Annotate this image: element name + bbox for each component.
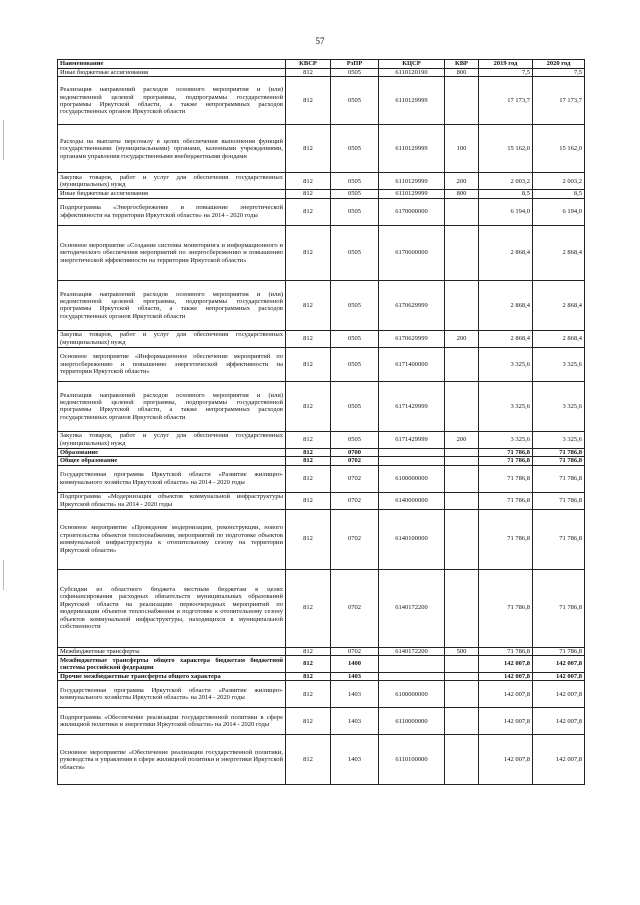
cell-rzpr: 1403 xyxy=(331,708,379,735)
table-row xyxy=(58,225,585,280)
cell-2019: 71 786,8 xyxy=(479,448,533,456)
cell-name: Образование xyxy=(58,448,286,456)
cell-kcsr: 6140172200 xyxy=(379,569,445,647)
cell-kvr: 200 xyxy=(445,431,479,448)
table-row xyxy=(58,647,585,655)
cell-2020: 3 325,6 xyxy=(533,431,585,448)
page-number: 57 xyxy=(315,36,325,46)
cell-rzpr: 0505 xyxy=(331,431,379,448)
cell-2020: 142 007,8 xyxy=(533,735,585,785)
cell-name: Государственная программа Иркутской области «Развитие жилищно-коммунального хозяйства Иркутской области» на 2014 - 2020 годы xyxy=(58,681,286,708)
cell-name: Основное мероприятие «Информационное обеспечение мероприятий по энергосбережению и повышению энергетической эффективности на территории Иркутской области» xyxy=(58,347,286,381)
table-row xyxy=(58,347,585,381)
cell-kvsr: 812 xyxy=(286,492,331,509)
cell-2020: 71 786,8 xyxy=(533,448,585,456)
cell-2019: 71 786,8 xyxy=(479,465,533,492)
cell-rzpr: 1403 xyxy=(331,673,379,681)
cell-name: Закупка товаров, работ и услуг для обеспечения государственных (муниципальных) нужд xyxy=(58,431,286,448)
cell-2020: 6 194,0 xyxy=(533,198,585,225)
cell-kvsr: 812 xyxy=(286,69,331,77)
cell-kvr xyxy=(445,569,479,647)
header-kcsr: КЦСР xyxy=(379,60,445,69)
cell-2019: 142 007,8 xyxy=(479,656,533,673)
cell-2019: 142 007,8 xyxy=(479,673,533,681)
cell-kvr: 200 xyxy=(445,173,479,190)
cell-rzpr: 0505 xyxy=(331,330,379,347)
cell-kvsr: 812 xyxy=(286,509,331,569)
cell-2020: 2 868,4 xyxy=(533,225,585,280)
table-row xyxy=(58,569,585,647)
cell-2020: 2 868,4 xyxy=(533,330,585,347)
cell-kvr: 500 xyxy=(445,647,479,655)
header-2019: 2019 год xyxy=(479,60,533,69)
cell-kcsr xyxy=(379,457,445,465)
cell-kcsr: 6100000000 xyxy=(379,681,445,708)
cell-rzpr: 0702 xyxy=(331,569,379,647)
cell-2020: 71 786,8 xyxy=(533,465,585,492)
cell-kcsr: 6110129999 xyxy=(379,190,445,198)
table-row xyxy=(58,681,585,708)
cell-kvr xyxy=(445,465,479,492)
table-row xyxy=(58,198,585,225)
cell-2020: 8,5 xyxy=(533,190,585,198)
cell-kcsr: 6140000000 xyxy=(379,492,445,509)
table-row xyxy=(58,492,585,509)
cell-2020: 71 786,8 xyxy=(533,492,585,509)
cell-kvsr: 812 xyxy=(286,735,331,785)
cell-2020: 142 007,8 xyxy=(533,708,585,735)
cell-kvsr: 812 xyxy=(286,173,331,190)
cell-kvsr: 812 xyxy=(286,431,331,448)
cell-rzpr: 0505 xyxy=(331,190,379,198)
cell-rzpr: 0505 xyxy=(331,69,379,77)
cell-rzpr: 0505 xyxy=(331,198,379,225)
table-row xyxy=(58,708,585,735)
cell-name: Закупка товаров, работ и услуг для обеспечения государственных (муниципальных) нужд xyxy=(58,330,286,347)
table-row xyxy=(58,125,585,173)
cell-name: Иные бюджетные ассигнования xyxy=(58,190,286,198)
table-row xyxy=(58,280,585,330)
cell-rzpr: 0700 xyxy=(331,448,379,456)
table-header-row xyxy=(58,60,585,69)
cell-2020: 7,5 xyxy=(533,69,585,77)
cell-rzpr: 1403 xyxy=(331,735,379,785)
cell-kvsr: 812 xyxy=(286,77,331,125)
cell-2020: 142 007,8 xyxy=(533,681,585,708)
cell-name: Прочие межбюджетные трансферты общего характера xyxy=(58,673,286,681)
cell-rzpr: 0702 xyxy=(331,457,379,465)
cell-kvsr: 812 xyxy=(286,190,331,198)
cell-kcsr: 6171429999 xyxy=(379,431,445,448)
cell-2019: 7,5 xyxy=(479,69,533,77)
cell-kvsr: 812 xyxy=(286,448,331,456)
cell-2020: 3 325,6 xyxy=(533,381,585,431)
cell-rzpr: 0702 xyxy=(331,465,379,492)
cell-kcsr xyxy=(379,673,445,681)
cell-kcsr: 6140100000 xyxy=(379,509,445,569)
cell-name: Иные бюджетные ассигнования xyxy=(58,69,286,77)
cell-2020: 71 786,8 xyxy=(533,509,585,569)
cell-2019: 71 786,8 xyxy=(479,569,533,647)
cell-kvsr: 812 xyxy=(286,457,331,465)
cell-2020: 3 325,6 xyxy=(533,347,585,381)
cell-kvsr: 812 xyxy=(286,673,331,681)
cell-2019: 142 007,8 xyxy=(479,708,533,735)
header-name: Наименование xyxy=(58,60,286,69)
table-row xyxy=(58,673,585,681)
cell-2019: 8,5 xyxy=(479,190,533,198)
cell-kvr xyxy=(445,681,479,708)
table-row xyxy=(58,735,585,785)
table-row xyxy=(58,381,585,431)
cell-kvr xyxy=(445,673,479,681)
cell-name: Межбюджетные трансферты xyxy=(58,647,286,655)
cell-rzpr: 1400 xyxy=(331,656,379,673)
cell-2019: 71 786,8 xyxy=(479,492,533,509)
cell-2019: 71 786,8 xyxy=(479,509,533,569)
cell-kcsr xyxy=(379,656,445,673)
cell-kvr xyxy=(445,448,479,456)
cell-2019: 3 325,6 xyxy=(479,381,533,431)
cell-kcsr: 6110129999 xyxy=(379,125,445,173)
cell-kvr xyxy=(445,735,479,785)
cell-name: Межбюджетные трансферты общего характера бюджетам бюджетной системы российской федерации xyxy=(58,656,286,673)
cell-name: Основное мероприятие «Обеспечение реализации государственной политики, руководства и управления в сфере жилищной политики и энергетики Иркутской области» xyxy=(58,735,286,785)
cell-kvr xyxy=(445,381,479,431)
cell-rzpr: 0505 xyxy=(331,125,379,173)
cell-kvsr: 812 xyxy=(286,647,331,655)
cell-kcsr: 6140172200 xyxy=(379,647,445,655)
cell-2019: 2 003,2 xyxy=(479,173,533,190)
table-row xyxy=(58,465,585,492)
cell-name: Расходы на выплаты персоналу в целях обеспечения выполнения функций государственными (муниципальными) органами, казенными учреждениями, органами управления государственными внебюджетными фондами xyxy=(58,125,286,173)
cell-kcsr xyxy=(379,448,445,456)
cell-2019: 2 868,4 xyxy=(479,330,533,347)
cell-rzpr: 0702 xyxy=(331,647,379,655)
cell-2020: 71 786,8 xyxy=(533,647,585,655)
cell-rzpr: 0505 xyxy=(331,347,379,381)
cell-2019: 2 868,4 xyxy=(479,225,533,280)
table-row xyxy=(58,173,585,190)
cell-kcsr: 6110000000 xyxy=(379,708,445,735)
cell-2020: 15 162,0 xyxy=(533,125,585,173)
cell-kvr xyxy=(445,77,479,125)
table-body xyxy=(58,69,585,785)
table-row xyxy=(58,457,585,465)
cell-kvr xyxy=(445,347,479,381)
cell-kvr xyxy=(445,198,479,225)
cell-rzpr: 0505 xyxy=(331,77,379,125)
cell-kvsr: 812 xyxy=(286,681,331,708)
cell-kcsr: 6171400000 xyxy=(379,347,445,381)
cell-rzpr: 0505 xyxy=(331,280,379,330)
cell-name: Подпрограмма «Обеспечение реализации государственной политики в сфере жилищной политики и энергетики Иркутской области» на 2014 - 2020 годы xyxy=(58,708,286,735)
table-row xyxy=(58,431,585,448)
cell-name: Подпрограмма «Модернизация объектов коммунальной инфраструктуры Иркутской области» на 2014 - 2020 годы xyxy=(58,492,286,509)
cell-2019: 3 325,6 xyxy=(479,347,533,381)
scan-edge-mark xyxy=(3,120,4,160)
cell-kvr xyxy=(445,492,479,509)
cell-kcsr: 6170629999 xyxy=(379,330,445,347)
cell-kvsr: 812 xyxy=(286,708,331,735)
cell-kcsr: 6171429999 xyxy=(379,381,445,431)
header-kvr: КВР xyxy=(445,60,479,69)
cell-rzpr: 0505 xyxy=(331,173,379,190)
cell-kcsr: 6170000000 xyxy=(379,198,445,225)
cell-kvr xyxy=(445,656,479,673)
cell-kvsr: 812 xyxy=(286,569,331,647)
cell-kcsr: 6110120190 xyxy=(379,69,445,77)
cell-kvsr: 812 xyxy=(286,465,331,492)
cell-kvsr: 812 xyxy=(286,347,331,381)
cell-kcsr: 6170629999 xyxy=(379,280,445,330)
cell-name: Реализация направлений расходов основного мероприятия и (или) ведомственной целевой программы, подпрограммы государственной программы Иркутской области, а также непрограммных расходов государственных органов Иркутской области xyxy=(58,280,286,330)
cell-2020: 142 007,8 xyxy=(533,673,585,681)
cell-kcsr: 6110129999 xyxy=(379,77,445,125)
cell-2020: 71 786,8 xyxy=(533,457,585,465)
cell-kcsr: 6170600000 xyxy=(379,225,445,280)
cell-2019: 6 194,0 xyxy=(479,198,533,225)
cell-2019: 3 325,6 xyxy=(479,431,533,448)
cell-kvsr: 812 xyxy=(286,225,331,280)
cell-kvsr: 812 xyxy=(286,381,331,431)
cell-kvsr: 812 xyxy=(286,656,331,673)
cell-name: Основное мероприятие «Создание системы мониторинга и информационного и методического обеспечения мероприятий по энергосбережению и повышению энергетической эффективности на территории Иркутской области» xyxy=(58,225,286,280)
cell-2019: 71 786,8 xyxy=(479,647,533,655)
cell-2019: 142 007,8 xyxy=(479,735,533,785)
cell-name: Реализация направлений расходов основного мероприятия и (или) ведомственной целевой программы, подпрограммы государственной программы Иркутской области, а также непрограммных расходов государственных органов Иркутской области xyxy=(58,381,286,431)
scan-edge-mark xyxy=(3,560,4,590)
cell-kvr: 800 xyxy=(445,69,479,77)
cell-kcsr: 6110100000 xyxy=(379,735,445,785)
table-row xyxy=(58,69,585,77)
cell-rzpr: 0702 xyxy=(331,492,379,509)
table-row xyxy=(58,509,585,569)
table-row xyxy=(58,190,585,198)
cell-name: Общее образование xyxy=(58,457,286,465)
table-row xyxy=(58,330,585,347)
table-row xyxy=(58,77,585,125)
cell-rzpr: 0702 xyxy=(331,509,379,569)
budget-table xyxy=(57,59,585,785)
cell-kvr xyxy=(445,509,479,569)
cell-kcsr: 6100000000 xyxy=(379,465,445,492)
cell-name: Подпрограмма «Энергосбережение и повышение энергетической эффективности на территории Иркутской области» на 2014 - 2020 годы xyxy=(58,198,286,225)
cell-name: Реализация направлений расходов основного мероприятия и (или) ведомственной целевой программы, подпрограммы государственной программы Иркутской области, а также непрограммных расходов государственных органов Иркутской области xyxy=(58,77,286,125)
cell-2019: 142 007,8 xyxy=(479,681,533,708)
cell-name: Закупка товаров, работ и услуг для обеспечения государственных (муниципальных) нужд xyxy=(58,173,286,190)
cell-2019: 71 786,8 xyxy=(479,457,533,465)
header-kvsr: КВСР xyxy=(286,60,331,69)
cell-kvr xyxy=(445,457,479,465)
header-2020: 2020 год xyxy=(533,60,585,69)
cell-2020: 2 003,2 xyxy=(533,173,585,190)
cell-2019: 17 173,7 xyxy=(479,77,533,125)
table-row xyxy=(58,448,585,456)
header-rzpr: РзПР xyxy=(331,60,379,69)
cell-kcsr: 6110129999 xyxy=(379,173,445,190)
cell-name: Основное мероприятие «Проведение модернизации, реконструкции, нового строительства объектов теплоснабжения, мероприятий по подготовке объектов коммунальной инфраструктуры к отопительному сезону на территории Иркутской области» xyxy=(58,509,286,569)
cell-2020: 71 786,8 xyxy=(533,569,585,647)
cell-2020: 17 173,7 xyxy=(533,77,585,125)
cell-rzpr: 0505 xyxy=(331,225,379,280)
cell-kvsr: 812 xyxy=(286,125,331,173)
cell-kvr: 800 xyxy=(445,190,479,198)
cell-kvr: 100 xyxy=(445,125,479,173)
cell-kvr xyxy=(445,708,479,735)
cell-kvsr: 812 xyxy=(286,198,331,225)
cell-2020: 142 007,8 xyxy=(533,656,585,673)
cell-2020: 2 868,4 xyxy=(533,280,585,330)
cell-2019: 15 162,0 xyxy=(479,125,533,173)
cell-rzpr: 1403 xyxy=(331,681,379,708)
cell-kvr xyxy=(445,225,479,280)
cell-name: Субсидии из областного бюджета местным бюджетам в целях софинансирования расходных обязательств муниципальных образований Иркутской области на реализацию первоочередных мероприятий по модернизации объектов теплоснабжения и подготовке к отопительному сезону объектов коммунальной инфраструктуры, находящихся в муниципальной собственности xyxy=(58,569,286,647)
cell-kvr xyxy=(445,280,479,330)
cell-rzpr: 0505 xyxy=(331,381,379,431)
cell-kvsr: 812 xyxy=(286,330,331,347)
cell-name: Государственная программа Иркутской области «Развитие жилищно-коммунального хозяйства Иркутской области» на 2014 - 2020 годы xyxy=(58,465,286,492)
cell-2019: 2 868,4 xyxy=(479,280,533,330)
cell-kvr: 200 xyxy=(445,330,479,347)
cell-kvsr: 812 xyxy=(286,280,331,330)
table-row xyxy=(58,656,585,673)
